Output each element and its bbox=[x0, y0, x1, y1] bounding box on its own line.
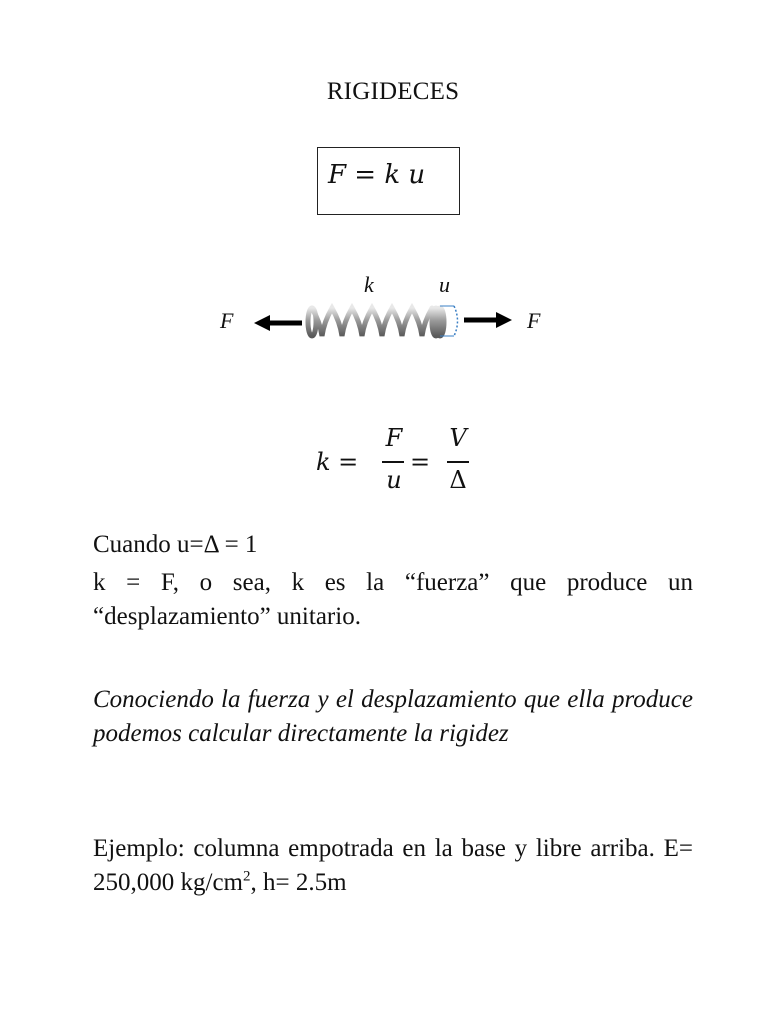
fraction1-numerator: F bbox=[385, 424, 403, 452]
spring-diagram bbox=[220, 268, 550, 358]
spring-icon bbox=[308, 308, 444, 336]
label-u: u bbox=[439, 272, 450, 297]
fraction1-bar bbox=[382, 461, 404, 463]
paragraph-example bbox=[93, 832, 693, 900]
paragraph-italic-note: Conociendo la fuerza y el desplazamiento que ella produce podemos calcular directamente la rigidez bbox=[93, 686, 693, 747]
arrow-right-icon bbox=[464, 312, 512, 328]
example-text-end: , h= 2.5m bbox=[250, 869, 347, 896]
paragraph-cuando: Cuando u=Δ = 1 bbox=[93, 531, 258, 558]
spring-illustration bbox=[250, 296, 520, 346]
label-force-left: F bbox=[220, 308, 234, 333]
example-text: Ejemplo: columna empotrada en la base y libre arriba. E= 250,000 kg/cm bbox=[93, 835, 693, 896]
label-force-right: F bbox=[527, 308, 541, 333]
example-superscript: 2 bbox=[243, 868, 251, 885]
stiffness-equation bbox=[316, 424, 486, 504]
fraction2-bar bbox=[447, 461, 469, 463]
fraction1-denominator: u bbox=[386, 466, 402, 494]
equation-lhs: k = bbox=[316, 448, 359, 476]
fraction2-numerator: V bbox=[449, 424, 467, 452]
formula-box bbox=[317, 147, 460, 215]
arrow-left-icon bbox=[254, 315, 302, 331]
fraction2-denominator: Δ bbox=[449, 466, 467, 494]
paragraph-definition: k = F, o sea, k es la “fuerza” que produce un “desplazamiento” unitario. bbox=[93, 569, 693, 630]
label-k: k bbox=[364, 272, 374, 297]
formula-f-equals-ku: F = k u bbox=[328, 160, 426, 190]
page-title: RIGIDECES bbox=[326, 78, 460, 105]
equation-equals: = bbox=[410, 448, 431, 476]
